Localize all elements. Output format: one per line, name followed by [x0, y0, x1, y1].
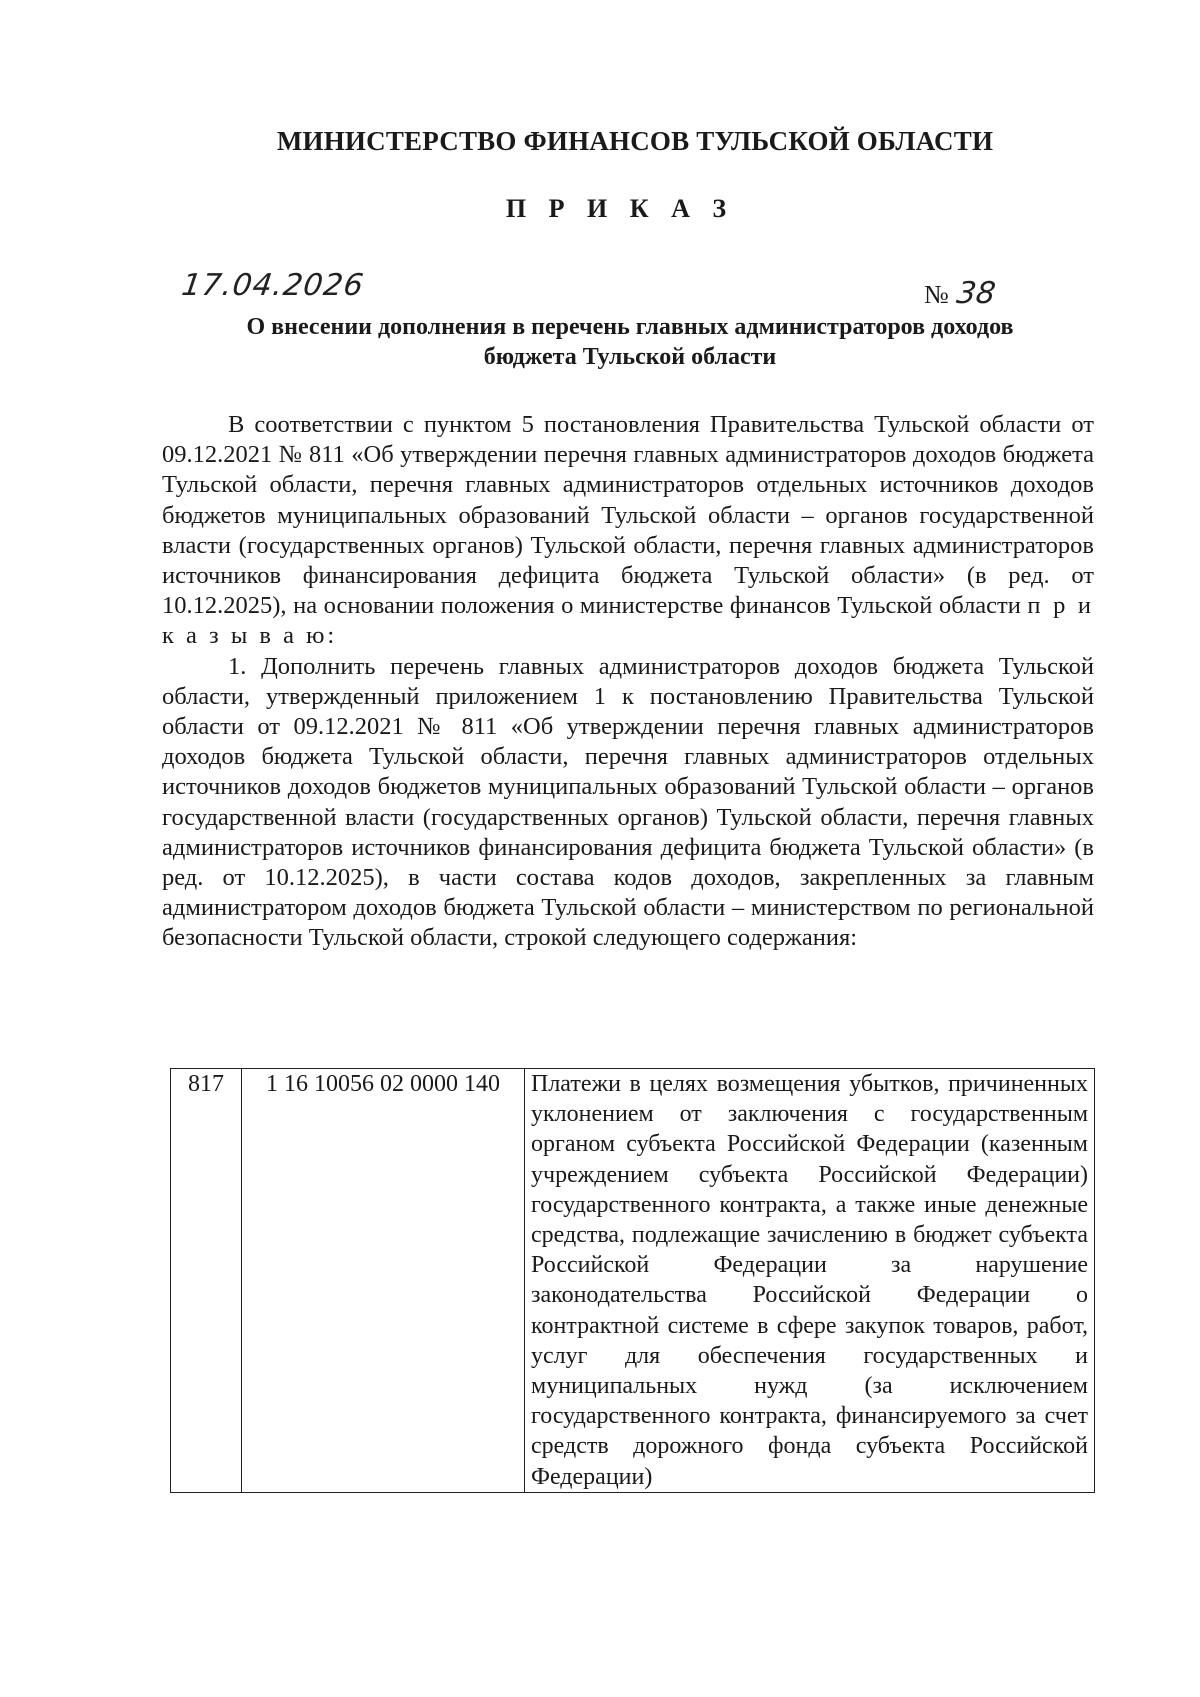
order-number-block	[924, 276, 998, 311]
ministry-heading	[0, 126, 1200, 157]
order-verb: п р и к а з ы в а ю:	[162, 592, 1094, 650]
admin-code-cell: 817	[171, 1069, 242, 1493]
number-label: №	[924, 280, 949, 309]
preamble-text: В соответствии с пунктом 5 постановления Правительства Тульской области от 09.12.2021 № 811 «Об утверждении перечня главных администраторов доходов бюджета Тульской области, перечня главных администраторов отдельных источников доходов бюджетов муниципальных образований Тульской области – органов государственной власти (государственных органов) Тульской области, перечня главных администраторов источников финансирования дефицита бюджета Тульской области» (в ред. от 10.12.2025), на основании положения о министерстве финансов Тульской области	[162, 411, 1094, 620]
subject-line-1: О внесении дополнения в перечень главных администраторов доходов	[246, 314, 1014, 340]
income-codes-table	[170, 1068, 1095, 1493]
income-name-cell: Платежи в целях возмещения убытков, причиненных уклонением от заключения с государственным органом субъекта Российской Федерации (казенным учреждением субъекта Российской Федерации) государственного контракта, а также иные денежные средства, подлежащие зачислению в бюджет субъекта Российской Федерации за нарушение законодательства Российской Федерации о контрактной системе в сфере закупок товаров, работ, услуг для обеспечения государственных и муниципальных нужд (за исключением государственного контракта, финансируемого за счет средств дорожного фонда субъекта Российской Федерации)	[525, 1069, 1095, 1493]
document-type-title: П Р И К А З	[505, 194, 735, 223]
table-row	[171, 1069, 1095, 1493]
order-subject	[170, 312, 1090, 372]
order-body	[162, 410, 1094, 954]
income-code-cell: 1 16 10056 02 0000 140	[242, 1069, 525, 1493]
preamble-paragraph	[162, 410, 1094, 652]
subject-line-2: бюджета Тульской области	[483, 344, 777, 370]
ministry-name: МИНИСТЕРСТВО ФИНАНСОВ ТУЛЬСКОЙ ОБЛАСТИ	[276, 126, 994, 156]
order-number: 38	[954, 276, 998, 311]
item-1-paragraph: 1. Дополнить перечень главных администраторов доходов бюджета Тульской области, утвержденный приложением 1 к постановлению Правительства Тульской области от 09.12.2021 № 811 «Об утверждении перечня главных администраторов доходов бюджета Тульской области, перечня главных администраторов отдельных источников доходов бюджетов муниципальных образований Тульской области – органов государственной власти (государственных органов) Тульской области, перечня главных администраторов источников финансирования дефицита бюджета Тульской области» (в ред. от 10.12.2025), в части состава кодов доходов, закрепленных за главным администратором доходов бюджета Тульской области – министерством по региональной безопасности Тульской области, строкой следующего содержания:	[162, 652, 1094, 952]
order-date: 17.04.2026	[179, 268, 367, 303]
